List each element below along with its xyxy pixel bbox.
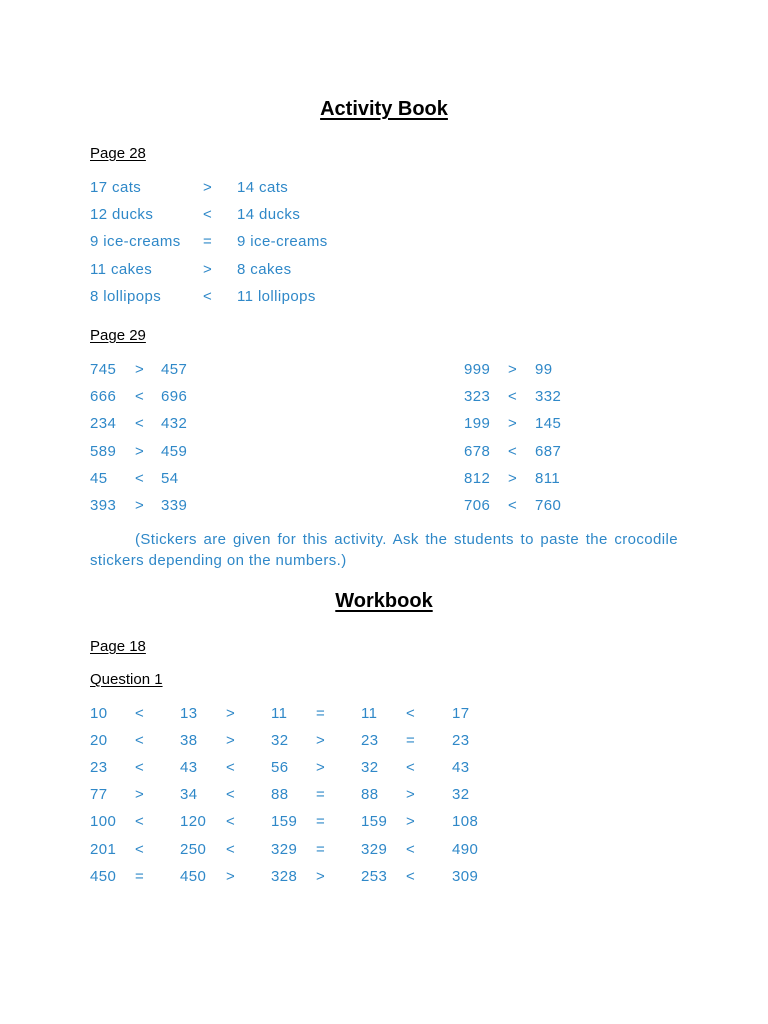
page-29-left-cell-r1-c1: 745: [90, 361, 117, 378]
workbook-cell-r5-c5: 159: [271, 813, 298, 831]
workbook-cell-r3-c4: <: [226, 759, 236, 777]
page-29-right-cell-r2-c2: <: [508, 388, 518, 406]
page-29-right-cell-r1-c2: >: [508, 361, 518, 378]
page-29-left-cell-r5-c3: 54: [161, 469, 179, 487]
page-29-right-cell-r4-c1: 678: [464, 442, 491, 460]
page-28-cell-r1-c3: 14 cats: [237, 179, 289, 196]
page-29-right-cell-r5-c2: >: [508, 469, 518, 487]
page-29-left-cell-r5-c1: 45: [90, 469, 108, 487]
workbook-cell-r5-c8: >: [406, 813, 416, 831]
workbook-cell-r4-c7: 88: [361, 786, 379, 804]
page-29-left-cell-r3-c1: 234: [90, 415, 117, 433]
workbook-cell-r1-c7: 11: [361, 705, 378, 722]
page-29-left-cell-r5-c2: <: [135, 469, 145, 487]
workbook-cell-r2-c8: =: [406, 732, 416, 750]
workbook-cell-r2-c9: 23: [452, 732, 470, 750]
workbook-cell-r7-c5: 328: [271, 867, 298, 885]
page-29-left-cell-r4-c3: 459: [161, 442, 188, 460]
page-28-cell-r3-c2: =: [203, 233, 213, 251]
workbook-cell-r4-c6: =: [316, 786, 326, 804]
page-29-left-cell-r6-c2: >: [135, 497, 145, 514]
page-29-right-cell-r1-c3: 99: [535, 361, 553, 378]
page-28-cell-r5-c3: 11 lollipops: [237, 287, 316, 305]
workbook-cell-r6-c8: <: [406, 840, 416, 858]
page-29-right-cell-r6-c2: <: [508, 497, 518, 514]
workbook-cell-r1-c1: 10: [90, 705, 108, 722]
workbook-cell-r1-c6: =: [316, 705, 326, 722]
workbook-cell-r6-c6: =: [316, 840, 326, 858]
workbook-cell-r7-c7: 253: [361, 867, 388, 885]
workbook-cell-r2-c6: >: [316, 732, 326, 750]
workbook-cell-r2-c4: >: [226, 732, 236, 750]
workbook-cell-r4-c5: 88: [271, 786, 289, 804]
page-29-right-cell-r3-c2: >: [508, 415, 518, 433]
page-29-left-cell-r1-c3: 457: [161, 361, 188, 378]
workbook-cell-r1-c9: 17: [452, 705, 470, 722]
page-28-cell-r5-c2: <: [203, 287, 213, 305]
workbook-cell-r3-c1: 23: [90, 759, 108, 777]
page-28-cell-r4-c3: 8 cakes: [237, 260, 292, 278]
workbook-cell-r2-c7: 23: [361, 732, 379, 750]
page-29-right-cell-r2-c3: 332: [535, 388, 562, 406]
workbook-cell-r6-c2: <: [135, 840, 145, 858]
page-28-cell-r4-c1: 11 cakes: [90, 260, 153, 278]
workbook-cell-r1-c3: 13: [180, 705, 198, 722]
workbook-cell-r4-c9: 32: [452, 786, 470, 804]
page-29-left-cell-r2-c2: <: [135, 388, 145, 406]
page-29-left-cell-r3-c2: <: [135, 415, 145, 433]
workbook-cell-r2-c1: 20: [90, 732, 108, 750]
page-29-right-cell-r5-c3: 811: [535, 469, 561, 487]
workbook-cell-r6-c3: 250: [180, 840, 207, 858]
page-28-cell-r5-c1: 8 lollipops: [90, 287, 162, 305]
workbook-cell-r7-c2: =: [135, 867, 145, 885]
workbook-cell-r7-c1: 450: [90, 867, 117, 885]
page-29-right-cell-r3-c1: 199: [464, 415, 491, 433]
page-29-right-cell-r1-c1: 999: [464, 361, 491, 378]
workbook-cell-r4-c4: <: [226, 786, 236, 804]
workbook-cell-r4-c3: 34: [180, 786, 198, 804]
page-28-cell-r3-c3: 9 ice-creams: [237, 233, 328, 251]
page-29-right-cell-r2-c1: 323: [464, 388, 491, 406]
workbook-cell-r3-c6: >: [316, 759, 326, 777]
workbook-cell-r5-c9: 108: [452, 813, 479, 831]
workbook-cell-r7-c3: 450: [180, 867, 207, 885]
workbook-cell-r7-c8: <: [406, 867, 416, 885]
workbook-cell-r5-c1: 100: [90, 813, 117, 831]
question-1-label: Question 1: [90, 671, 163, 688]
activity-book-title: Activity Book: [320, 98, 448, 120]
page-29-label: Page 29: [90, 327, 146, 344]
workbook-cell-r5-c2: <: [135, 813, 145, 831]
workbook-cell-r3-c2: <: [135, 759, 145, 777]
workbook-cell-r6-c5: 329: [271, 840, 298, 858]
workbook-cell-r5-c3: 120: [180, 813, 207, 831]
workbook-cell-r3-c5: 56: [271, 759, 289, 777]
page-29-left-cell-r6-c1: 393: [90, 497, 117, 514]
page-29-right-cell-r6-c1: 706: [464, 497, 491, 514]
page-28-label: Page 28: [90, 145, 146, 162]
page-28-cell-r2-c1: 12 ducks: [90, 206, 154, 224]
page-28-cell-r2-c3: 14 ducks: [237, 206, 301, 224]
workbook-cell-r4-c8: >: [406, 786, 416, 804]
workbook-cell-r6-c4: <: [226, 840, 236, 858]
workbook-cell-r7-c6: >: [316, 867, 326, 885]
workbook-cell-r1-c4: >: [226, 705, 236, 722]
workbook-cell-r1-c8: <: [406, 705, 416, 722]
page-29-right-cell-r4-c3: 687: [535, 442, 562, 460]
workbook-cell-r1-c2: <: [135, 705, 145, 722]
workbook-cell-r6-c7: 329: [361, 840, 388, 858]
page-29-left-cell-r6-c3: 339: [161, 497, 188, 514]
workbook-cell-r2-c2: <: [135, 732, 145, 750]
page-28-cell-r2-c2: <: [203, 206, 213, 224]
page-28-cell-r1-c2: >: [203, 179, 213, 196]
workbook-cell-r5-c7: 159: [361, 813, 388, 831]
page-28-cell-r4-c2: >: [203, 260, 213, 278]
workbook-cell-r4-c2: >: [135, 786, 145, 804]
workbook-cell-r3-c8: <: [406, 759, 416, 777]
page-29-left-cell-r2-c1: 666: [90, 388, 117, 406]
workbook-cell-r6-c1: 201: [90, 840, 117, 858]
page-29-right-cell-r6-c3: 760: [535, 497, 562, 514]
page-29-right-cell-r4-c2: <: [508, 442, 518, 460]
workbook-cell-r7-c9: 309: [452, 867, 479, 885]
page-29-left-cell-r1-c2: >: [135, 361, 145, 378]
workbook-cell-r2-c5: 32: [271, 732, 289, 750]
workbook-cell-r7-c4: >: [226, 867, 236, 885]
page-28-cell-r3-c1: 9 ice-creams: [90, 233, 181, 251]
workbook-cell-r3-c7: 32: [361, 759, 379, 777]
workbook-cell-r3-c3: 43: [180, 759, 198, 777]
sticker-note: (Stickers are given for this activity. Ask the students to paste the crocodile stickers depending on the numbers.): [90, 531, 678, 569]
page-29-left-cell-r4-c1: 589: [90, 442, 117, 460]
page-29-right-cell-r5-c1: 812: [464, 469, 491, 487]
workbook-cell-r4-c1: 77: [90, 786, 108, 804]
workbook-cell-r6-c9: 490: [452, 840, 479, 858]
page-29-right-cell-r3-c3: 145: [535, 415, 562, 433]
page-29-left-cell-r3-c3: 432: [161, 415, 188, 433]
workbook-cell-r2-c3: 38: [180, 732, 198, 750]
page-18-label: Page 18: [90, 638, 146, 655]
workbook-cell-r5-c4: <: [226, 813, 236, 831]
workbook-cell-r5-c6: =: [316, 813, 326, 831]
workbook-cell-r1-c5: 11: [271, 705, 288, 722]
workbook-cell-r3-c9: 43: [452, 759, 470, 777]
page-28-cell-r1-c1: 17 cats: [90, 179, 142, 196]
page-29-left-cell-r4-c2: >: [135, 442, 145, 460]
workbook-title: Workbook: [335, 590, 433, 612]
page-29-left-cell-r2-c3: 696: [161, 388, 188, 406]
